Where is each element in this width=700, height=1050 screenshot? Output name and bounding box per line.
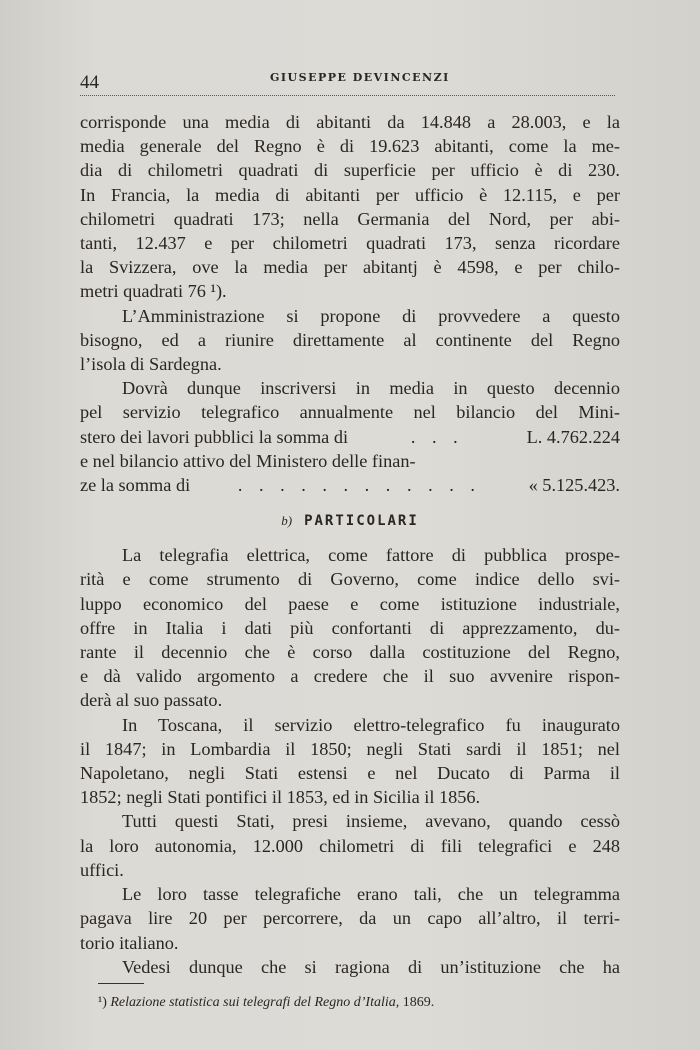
- page-number: 44: [80, 72, 99, 93]
- paragraph-4: [80, 543, 620, 712]
- paragraph-5: [80, 713, 620, 810]
- text-line: Napoletano, negli Stati estensi e nel Ducato di Parma il: [80, 763, 620, 784]
- text-line: pel servizio telegrafico annualmente nel bilancio del Mini-: [80, 402, 620, 423]
- text-line: rante il decennio che è corso dalla costituzione del Regno,: [80, 642, 620, 663]
- text-line: metri quadrati 76 ¹).: [80, 281, 227, 302]
- paragraph-2: [80, 304, 620, 377]
- text-line: l’isola di Sardegna.: [80, 354, 222, 375]
- budget-label: stero dei lavori pubblici la somma di: [80, 426, 349, 447]
- text-line: corrisponde una media di abitanti da 14.848 a 28.003, e la: [80, 112, 620, 132]
- text-line: e dà valido argomento a credere che il suo avvenire rispon-: [80, 666, 620, 687]
- budget-label: ze la somma di: [80, 475, 191, 496]
- paragraph-3: [80, 376, 620, 497]
- text-line: offre in Italia i dati più confortanti di apprezzamento, du-: [80, 617, 620, 638]
- text-line: e nel bilancio attivo del Ministero delle finan-: [80, 450, 416, 471]
- budget-line-2: [80, 473, 620, 497]
- body-text: [80, 110, 620, 979]
- page-header: [80, 68, 615, 98]
- text-line: il 1847; in Lombardia il 1850; negli Stati sardi il 1851; nel: [80, 738, 620, 759]
- text-line: dia di chilometri quadrati di superficie per ufficio è di 230.: [80, 160, 620, 181]
- header-dotted-rule: [80, 95, 615, 96]
- section-title: PARTICOLARI: [304, 513, 419, 530]
- budget-line-1: [80, 425, 620, 449]
- text-line: derà al suo passato.: [80, 690, 223, 711]
- text-line: Tutti questi Stati, presi insieme, avevano, quando cessò: [122, 811, 620, 832]
- text-line: rità e come strumento di Governo, come indice dello svi-: [80, 569, 620, 590]
- text-line: luppo economico del paese e come istituzione industriale,: [80, 593, 620, 614]
- text-line: la Svizzera, ove la media per abitantj è 4598, e per chilo-: [80, 257, 620, 278]
- text-line: Dovrà dunque inscriversi in media in questo decennio: [122, 378, 620, 399]
- text-line: chilometri quadrati 173; nella Germania del Nord, per abi-: [80, 208, 620, 229]
- text-line: tanti, 12.437 e per chilometri quadrati 173, senza ricordare: [80, 233, 620, 254]
- text-line: Vedesi dunque che si ragiona di un’istituzione che ha: [122, 956, 620, 977]
- footnote-title: Relazione statistica sui telegrafi del Regno d’Italia,: [110, 995, 400, 1010]
- paragraph-7: [80, 882, 620, 955]
- running-head: GIUSEPPE DEVINCENZI: [270, 71, 450, 84]
- text-line: 1852; negli Stati pontifici il 1853, ed in Sicilia il 1856.: [80, 787, 481, 808]
- text-line: In Toscana, il servizio elettro-telegrafico fu inaugurato: [122, 714, 620, 735]
- text-line: uffici.: [80, 859, 124, 880]
- footnote: [98, 995, 434, 1011]
- footnote-year: 1869.: [402, 995, 435, 1010]
- paragraph-6: [80, 809, 620, 882]
- footnote-rule: [98, 983, 144, 984]
- section-heading: [80, 511, 620, 531]
- text-line: torio italiano.: [80, 932, 179, 953]
- budget-amount: L. 4.762.224: [526, 426, 620, 447]
- text-line: Le loro tasse telegrafiche erano tali, che un telegramma: [122, 884, 620, 905]
- dot-leader: . . . . . . . . . . . .: [237, 475, 481, 496]
- text-line: media generale del Regno è di 19.623 abitanti, come la me-: [80, 136, 620, 157]
- section-marker: b): [281, 513, 293, 529]
- dot-leader: . . .: [410, 426, 464, 447]
- text-line: L’Amministrazione si propone di provvedere a questo: [122, 305, 620, 326]
- paragraph-1: [80, 110, 620, 304]
- text-line: La telegrafia elettrica, come fattore di pubblica prospe-: [122, 545, 620, 566]
- text-line: pagava lire 20 per percorrere, da un capo all’altro, il terri-: [80, 908, 620, 929]
- text-line: la loro autonomia, 12.000 chilometri di fili telegrafici e 248: [80, 835, 620, 856]
- footnote-marker: ¹): [98, 995, 107, 1010]
- text-line: In Francia, la media di abitanti per ufficio è 12.115, e per: [80, 184, 620, 205]
- budget-amount: « 5.125.423.: [528, 475, 620, 496]
- paragraph-8: [80, 955, 620, 979]
- text-line: bisogno, ed a riunire direttamente al continente del Regno: [80, 329, 620, 350]
